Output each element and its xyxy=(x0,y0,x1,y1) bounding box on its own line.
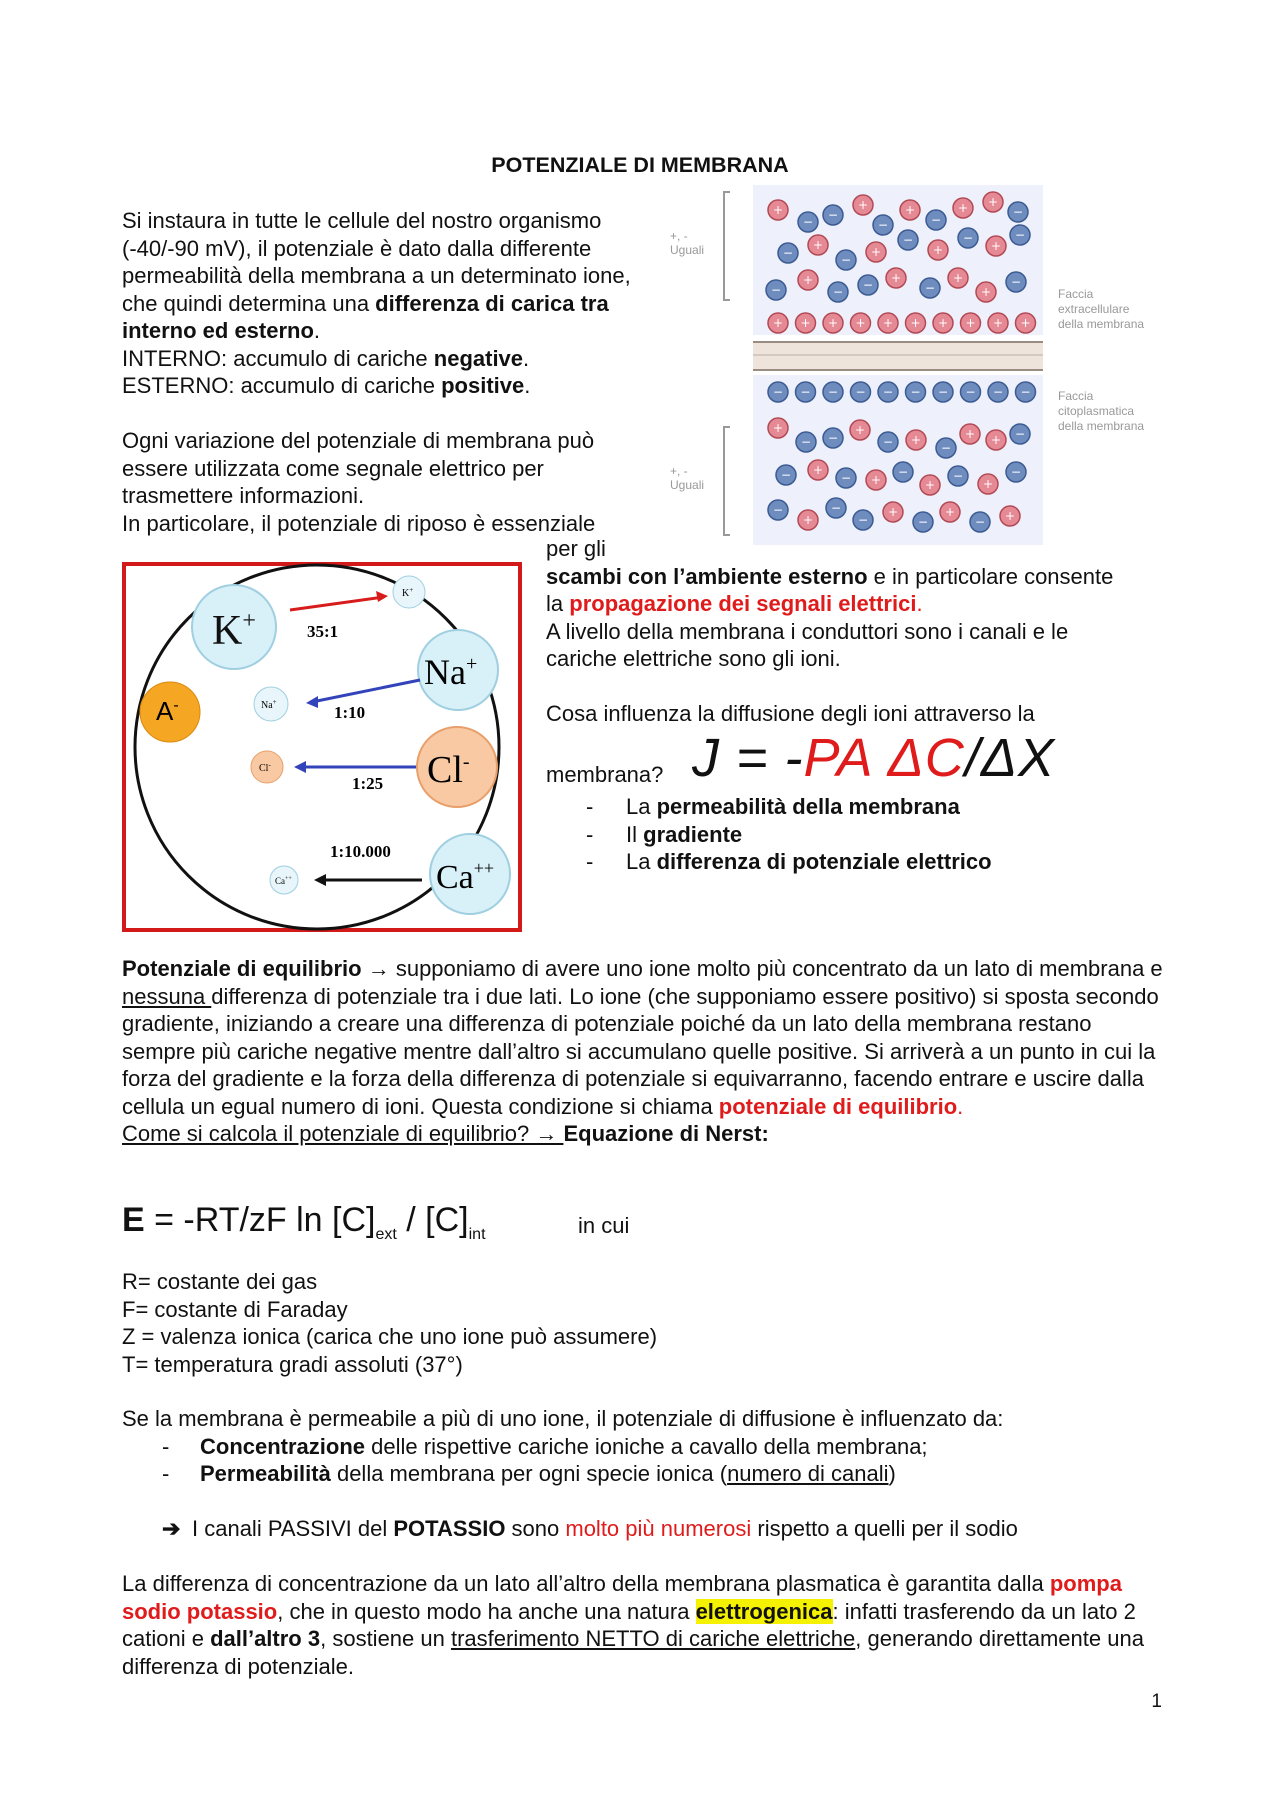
flux-formula xyxy=(692,728,1055,799)
multi-i1: delle rispettive cariche ioniche a cavallo della membrana; xyxy=(365,1433,928,1459)
factor-item xyxy=(586,793,992,821)
page-number: 1 xyxy=(1151,1691,1162,1712)
label-line: Faccia xyxy=(1058,389,1094,403)
charge-sign: + xyxy=(932,243,944,257)
dash: - xyxy=(586,849,594,874)
label-line: extracellulare xyxy=(1058,302,1130,316)
interno-bold: negative xyxy=(433,345,524,371)
spacer xyxy=(546,673,1186,701)
charge-sign: + xyxy=(802,273,814,287)
bracket-bottom xyxy=(724,427,730,535)
membrane-bilayer xyxy=(753,342,1043,370)
variazione-paragraph: Ogni variazione del potenziale di membrana può essere utilizzata come segnale elettrico per trasmettere informazioni. xyxy=(122,428,595,508)
charge-sign: − xyxy=(770,283,782,297)
factor-bold: gradiente xyxy=(643,821,743,847)
charge-sign: − xyxy=(910,385,921,399)
label-line: Uguali xyxy=(670,243,705,257)
equilibrio-red: potenziale di equilibrio xyxy=(718,1093,958,1119)
charge-sign: + xyxy=(944,505,956,519)
nernst-ext: ext xyxy=(375,1226,397,1243)
charge-sign: + xyxy=(910,316,921,330)
k-big-sup: + xyxy=(242,608,256,634)
charge-sign: + xyxy=(854,423,866,437)
factor-item xyxy=(586,848,992,876)
esterno-dot: . xyxy=(524,373,531,398)
charge-sign: − xyxy=(992,385,1004,399)
charge-sign: + xyxy=(1020,316,1031,330)
cl-ratio: 1:25 xyxy=(352,774,384,793)
charge-sign: − xyxy=(802,215,814,229)
pompa-section xyxy=(122,1570,1152,1680)
membrana-label: membrana? xyxy=(546,762,664,787)
bracket-top xyxy=(724,192,730,300)
pompa-red: pompa sodio potassio xyxy=(122,1571,1122,1624)
nerst-title: Equazione di Nerst: xyxy=(563,1121,769,1146)
interno-text: INTERNO: accumulo di cariche xyxy=(122,345,434,371)
label-line: Uguali xyxy=(670,478,705,492)
pompa-t2: , che in questo modo ha anche una natura xyxy=(277,1598,696,1624)
legend-t: T= temperatura gradi assoluti (37°) xyxy=(122,1351,463,1377)
ca-ratio: 1:10.000 xyxy=(330,842,391,861)
nernst-e: E xyxy=(122,1201,145,1239)
charge-sign: − xyxy=(857,513,869,527)
nerst-q: Come si calcola il potenziale di equilibrio? → xyxy=(122,1121,564,1146)
ion-figure xyxy=(122,562,522,932)
pompa-paragraph xyxy=(122,1570,1152,1680)
interno-dot: . xyxy=(523,345,530,371)
formula-p: P xyxy=(803,728,837,788)
equilibrio-section xyxy=(122,955,1167,1148)
charge-sign: + xyxy=(802,513,814,527)
charge-sign: + xyxy=(1004,509,1016,523)
page-title: POTENZIALE DI MEMBRANA xyxy=(491,153,789,177)
formula-a: A xyxy=(836,728,888,788)
conduttori-paragraph: A livello della membrana i conduttori sono i canali e le cariche elettriche sono gli ioni. xyxy=(546,618,1069,671)
intro-t1-bold: differenza di carica tra interno ed esterno xyxy=(122,290,609,343)
potassio-line xyxy=(162,1515,1018,1543)
propagazione-red: propagazione dei segnali elettrici xyxy=(569,591,917,616)
charge-sign: − xyxy=(882,385,894,399)
charge-sign: + xyxy=(952,271,964,285)
charge-sign: + xyxy=(827,316,839,330)
formula-slash: / xyxy=(964,728,981,788)
charge-sign: − xyxy=(827,385,839,399)
label-equal-top xyxy=(670,229,704,257)
charge-sign: − xyxy=(1014,427,1026,441)
charge-sign: − xyxy=(827,431,839,445)
charge-sign: + xyxy=(812,463,824,477)
charge-sign: − xyxy=(780,468,792,482)
charge-sign: − xyxy=(830,501,842,515)
charge-sign: + xyxy=(890,271,902,285)
charge-sign: + xyxy=(965,316,976,330)
legend-f: F= costante di Faraday xyxy=(122,1296,348,1322)
ca-small-sup: ++ xyxy=(285,876,292,882)
intro-paragraph xyxy=(122,207,642,345)
pompa-t5: , generando direttamente una differenza di potenziale. xyxy=(122,1626,1144,1679)
intro-t1: Si instaura in tutte le cellule del nostro organismo (-40/-90 mV), il potenziale è dato dalla differente permeabilità della membrana a un determinato ione, che quindi determina una xyxy=(122,208,631,316)
scambi-line xyxy=(546,563,1186,591)
charge-sign: − xyxy=(902,233,914,247)
charge-sign: + xyxy=(857,198,869,212)
charge-sign: + xyxy=(772,203,784,217)
factor-pre: La xyxy=(626,794,657,819)
multi-i2-underline: numero di canali xyxy=(727,1461,889,1486)
factor-bold: permeabilità della membrana xyxy=(656,794,960,819)
legend-r: R= costante dei gas xyxy=(122,1269,318,1294)
potassio-pre: I canali PASSIVI del xyxy=(192,1516,394,1541)
cl-big: Cl xyxy=(427,749,463,791)
na-big-sup: + xyxy=(465,653,478,675)
charge-sign: − xyxy=(772,385,784,399)
charge-sign: − xyxy=(882,435,894,449)
formula-delta-c: ΔC xyxy=(887,728,965,788)
label-cytoplasmic xyxy=(1058,389,1144,433)
charge-sign: + xyxy=(957,201,969,215)
label-tspan: +, - xyxy=(670,229,688,243)
charge-sign: + xyxy=(772,316,784,330)
multi-i2: della membrana per ogni specie ionica ( xyxy=(330,1461,728,1486)
multi-section xyxy=(122,1405,1172,1488)
charge-sign: − xyxy=(965,385,976,399)
charge-sign: − xyxy=(782,246,794,260)
scambi-text: e in particolare consente xyxy=(867,563,1114,589)
multi-intro: Se la membrana è permeabile a più di uno ione, il potenziale di diffusione è influenzato da: xyxy=(122,1406,1004,1431)
pompa-b3: dall’altro 3 xyxy=(210,1626,321,1651)
a-sup: - xyxy=(173,697,179,714)
multi-item xyxy=(122,1433,1172,1461)
k-big: K xyxy=(212,608,243,654)
equilibrio-end: . xyxy=(957,1093,964,1119)
per-gli: per gli xyxy=(546,536,606,561)
na-small: Na xyxy=(261,700,273,711)
potassio-red: molto più numerosi xyxy=(565,1516,752,1541)
nessuna-underline: nessuna xyxy=(122,983,212,1009)
nernst-int: int xyxy=(468,1226,486,1243)
charge-sign: − xyxy=(832,285,844,299)
intro-text xyxy=(122,207,642,537)
multi-i1-bold: Concentrazione xyxy=(200,1433,366,1459)
charge-sign: − xyxy=(1010,465,1022,479)
label-extracellular xyxy=(1058,287,1144,331)
charge-sign: − xyxy=(897,465,909,479)
charge-sign: − xyxy=(962,231,974,245)
k-small-sup: + xyxy=(409,586,414,594)
multi-item xyxy=(122,1460,1172,1488)
arrow-right-icon: ➔ xyxy=(162,1516,181,1541)
charge-sign: + xyxy=(812,238,824,252)
label-line: della membrana xyxy=(1058,317,1145,331)
k-ratio: 35:1 xyxy=(307,622,339,641)
charge-sign: + xyxy=(882,316,894,330)
potassio-mid: sono xyxy=(505,1516,566,1541)
charge-sign: − xyxy=(855,385,866,399)
potassio-end: rispetto a quelli per il sodio xyxy=(751,1516,1018,1541)
dash: - xyxy=(586,794,594,819)
charge-sign: + xyxy=(887,505,899,519)
dash: - xyxy=(586,821,594,847)
na-big: Na xyxy=(424,652,466,692)
propagazione-pre: la xyxy=(546,591,570,616)
cl-small: Cl xyxy=(259,763,269,774)
label-equal-bottom xyxy=(670,464,704,492)
charge-sign: − xyxy=(877,218,889,232)
charge-sign: − xyxy=(827,208,839,222)
charge-sign: − xyxy=(940,441,952,455)
charge-sign: + xyxy=(964,427,976,441)
formula-j: J = - xyxy=(692,728,804,788)
nernst-formula xyxy=(122,1200,486,1247)
pompa-t3: : infatti trasferendo da un lato 2 cationi e xyxy=(122,1598,1136,1651)
charge-sign: + xyxy=(980,285,992,299)
propagazione-dot: . xyxy=(916,591,923,616)
charge-sign: − xyxy=(1012,205,1024,219)
a-text: A xyxy=(156,696,174,726)
equilibrio-paragraph xyxy=(122,955,1167,1120)
cl-small-sup: - xyxy=(268,761,271,769)
equilibrio-t2: differenza di potenziale tra i due lati. Lo ione (che supponiamo essere positivo) si sposta secondo gradiente, iniziando a creare una differenza di potenziale poiché da un lato della membrana restano sempre più cariche negative mentre dall’altro si accumulano quelle positive. Si arriverà a un punto in cui la forza del gradiente e la forza della differenza di potenziale si equivarranno, facendo entrare e uscire dalla cellula un egual numero di ioni. Questa condizione si chiama xyxy=(122,983,1159,1119)
charge-sign: − xyxy=(924,281,936,295)
right-text xyxy=(546,535,1186,728)
charge-sign: − xyxy=(952,469,964,483)
formula-delta-x: ΔX xyxy=(980,728,1056,788)
charge-sign: − xyxy=(930,213,942,227)
diffusione-line: Cosa influenza la diffusione degli ioni attraverso la xyxy=(546,701,1035,726)
charge-sign: + xyxy=(990,239,1002,253)
charge-sign: + xyxy=(800,316,811,330)
charge-sign: + xyxy=(870,473,882,487)
scambi-bold: scambi con l’ambiente esterno xyxy=(546,563,868,589)
charge-sign: + xyxy=(990,433,1002,447)
nerst-question xyxy=(122,1120,1167,1148)
legend-z: Z = valenza ionica (carica che uno ione può assumere) xyxy=(122,1324,658,1349)
esterno-line xyxy=(122,372,642,400)
charge-sign: + xyxy=(772,421,784,435)
ca-big: Ca xyxy=(436,859,474,896)
nernst-mid: / [C] xyxy=(396,1201,469,1239)
multi-i2-bold: Permeabilità xyxy=(200,1461,331,1486)
charge-sign: + xyxy=(987,195,999,209)
charge-sign: − xyxy=(1010,275,1022,289)
riposo-line: In particolare, il potenziale di riposo è essenziale xyxy=(122,510,596,536)
factor-pre: Il xyxy=(626,821,644,847)
charge-sign: − xyxy=(862,278,874,292)
in-cui: in cui xyxy=(578,1213,630,1238)
charge-sign: − xyxy=(772,503,784,517)
charge-sign: − xyxy=(800,385,811,399)
charge-sign: − xyxy=(1020,385,1031,399)
propagazione-line xyxy=(546,590,1186,618)
label-line: citoplasmatica xyxy=(1058,404,1135,418)
charge-sign: + xyxy=(937,316,949,330)
interno-line xyxy=(122,345,642,373)
factor-pre: La xyxy=(626,849,657,874)
pompa-t4: , sostiene un xyxy=(320,1626,451,1651)
charge-sign: + xyxy=(910,433,922,447)
multi-i2-end: ) xyxy=(888,1461,896,1486)
nernst-rest: = -RT/zF ln [C] xyxy=(144,1201,376,1239)
charge-sign: − xyxy=(840,253,852,267)
label-line: della membrana xyxy=(1058,419,1145,433)
intro-t1-end: . xyxy=(313,318,321,343)
esterno-text: ESTERNO: accumulo di cariche xyxy=(122,373,442,398)
charge-sign: − xyxy=(974,515,986,529)
membrane-figure xyxy=(668,180,1168,550)
potassio-bold: POTASSIO xyxy=(393,1516,506,1541)
charge-sign: − xyxy=(840,471,852,485)
pompa-t1: La differenza di concentrazione da un lato all’altro della membrana plasmatica è garantita dalla xyxy=(122,1571,1044,1596)
na-ratio: 1:10 xyxy=(334,703,366,722)
charge-sign: − xyxy=(917,515,929,529)
charge-sign: + xyxy=(855,316,866,330)
label-line: Faccia xyxy=(1058,287,1094,301)
charge-sign: − xyxy=(937,385,949,399)
dash: - xyxy=(162,1461,170,1486)
elettrogenica-highlight: elettrogenica xyxy=(695,1598,833,1624)
ca-big-sup: ++ xyxy=(473,858,495,878)
factors-list xyxy=(586,793,992,876)
dash: - xyxy=(162,1433,170,1459)
cl-big-sup: - xyxy=(462,751,470,773)
charge-sign: + xyxy=(992,316,1004,330)
charge-sign: − xyxy=(800,435,812,449)
charge-sign: + xyxy=(870,245,882,259)
ca-small: Ca xyxy=(275,876,285,886)
factor-item xyxy=(586,821,992,849)
label-tspan: +, - xyxy=(670,464,688,478)
legend xyxy=(122,1268,657,1378)
pompa-underline: trasferimento NETTO di cariche elettriche xyxy=(450,1626,856,1651)
charge-sign: + xyxy=(924,478,936,492)
esterno-bold: positive xyxy=(441,373,525,398)
arrow-icon: → xyxy=(361,956,396,981)
equilibrio-head: Potenziale di equilibrio xyxy=(122,956,362,981)
na-small-sup: + xyxy=(272,698,277,706)
factor-bold: differenza di potenziale elettrico xyxy=(656,849,992,874)
k-small: K xyxy=(402,588,410,599)
spacer xyxy=(122,400,642,428)
charge-sign: + xyxy=(982,477,994,491)
charge-sign: + xyxy=(904,203,916,217)
charge-sign: − xyxy=(1014,228,1026,242)
equilibrio-t1: supponiamo di avere uno ione molto più concentrato da un lato di membrana e xyxy=(395,956,1163,981)
